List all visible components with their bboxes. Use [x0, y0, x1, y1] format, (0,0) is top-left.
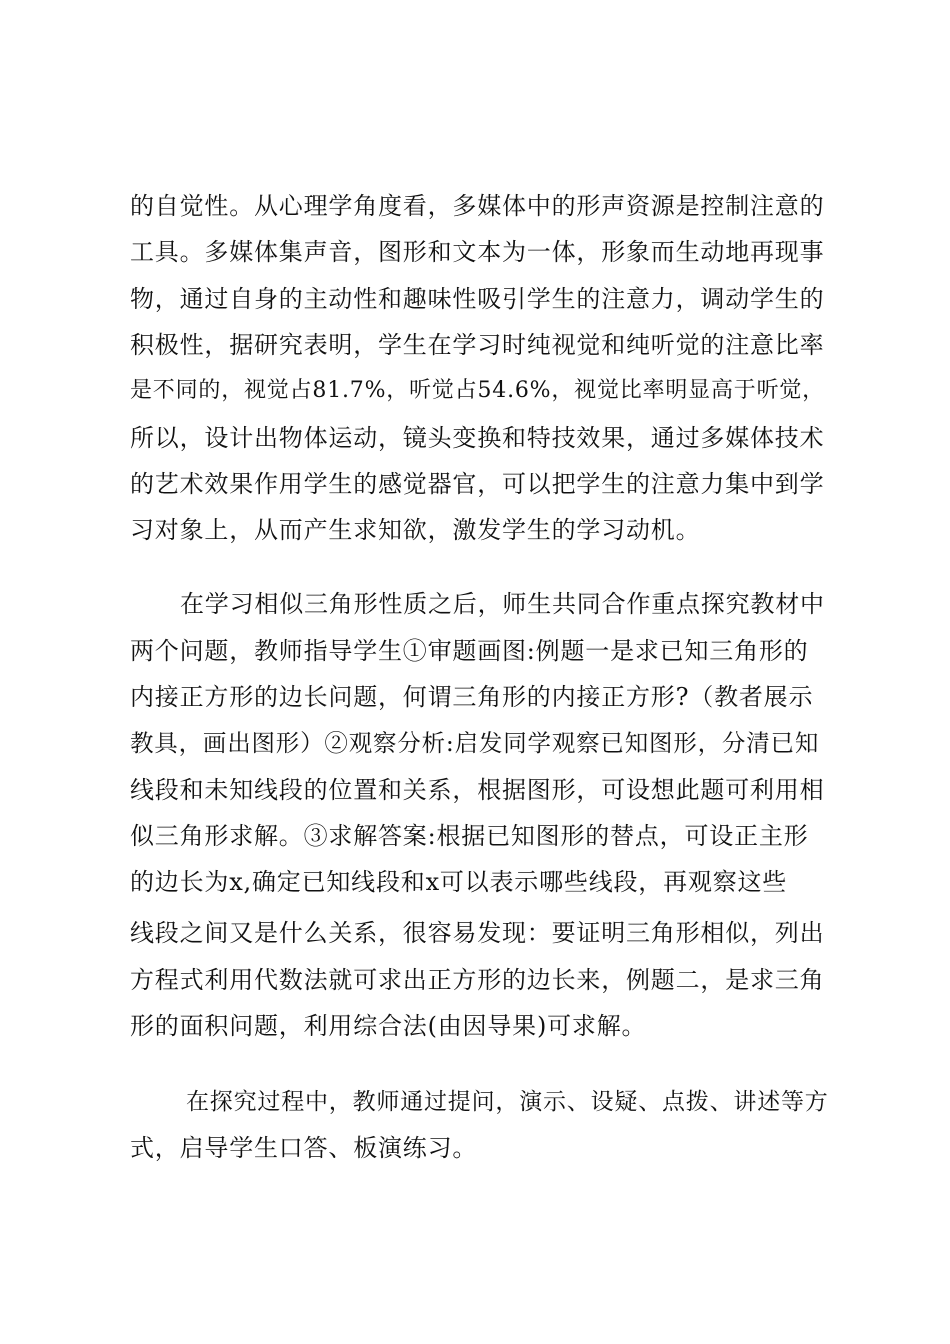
- text-line: 教具，画出图形）②观察分析:启发同学观察已知图形，分清已知: [130, 729, 820, 757]
- text-line: 线段之间又是什么关系，很容易发现：要证明三角形相似，列出: [130, 919, 825, 947]
- text-line: 在学习相似三角形性质之后，师生共同合作重点探究教材中: [180, 590, 825, 618]
- text-line: 内接正方形的边长问题，何谓三角形的内接正方形?（教者展示: [130, 683, 814, 711]
- text-line: 式，启导学生口答、板演练习。: [130, 1134, 478, 1162]
- text-line: 习对象上，从而产生求知欲，激发学生的学习动机。: [130, 516, 701, 544]
- text-line: 在探究过程中，教师通过提问，演示、设疑、点拨、讲述等方: [186, 1089, 829, 1115]
- text-line: 的边长为x,确定已知线段和x可以表示哪些线段，再观察这些: [130, 868, 788, 896]
- text-line: 所以，设计出物体运动，镜头变换和特技效果，通过多媒体技术: [130, 424, 825, 452]
- text-line: 方程式利用代数法就可求出正方形的边长来，例题二，是求三角: [130, 966, 825, 994]
- text-line: 积极性，据研究表明，学生在学习时纯视觉和纯听觉的注意比率: [130, 331, 825, 359]
- text-line: 似三角形求解。③求解答案:根据已知图形的替点，可设正主形: [130, 822, 809, 850]
- text-line: 的艺术效果作用学生的感觉器官，可以把学生的注意力集中到学: [130, 470, 825, 498]
- text-line: 是不同的，视觉占81.7%，听觉占54.6%，视觉比率明显高于听觉，: [130, 378, 825, 403]
- text-line: 的自觉性。从心理学角度看，多媒体中的形声资源是控制注意的: [130, 192, 825, 220]
- text-line: 物，通过自身的主动性和趣味性吸引学生的注意力，调动学生的: [130, 285, 825, 313]
- text-line: 线段和未知线段的位置和关系，根据图形，可设想此题可利用相: [130, 776, 825, 804]
- text-line: 工具。多媒体集声音，图形和文本为一体，形象而生动地再现事: [130, 238, 825, 266]
- text-line: 形的面积问题，利用综合法(由因导果)可求解。: [130, 1012, 647, 1040]
- text-line: 两个问题，教师指导学生①审题画图:例题一是求已知三角形的: [130, 637, 809, 665]
